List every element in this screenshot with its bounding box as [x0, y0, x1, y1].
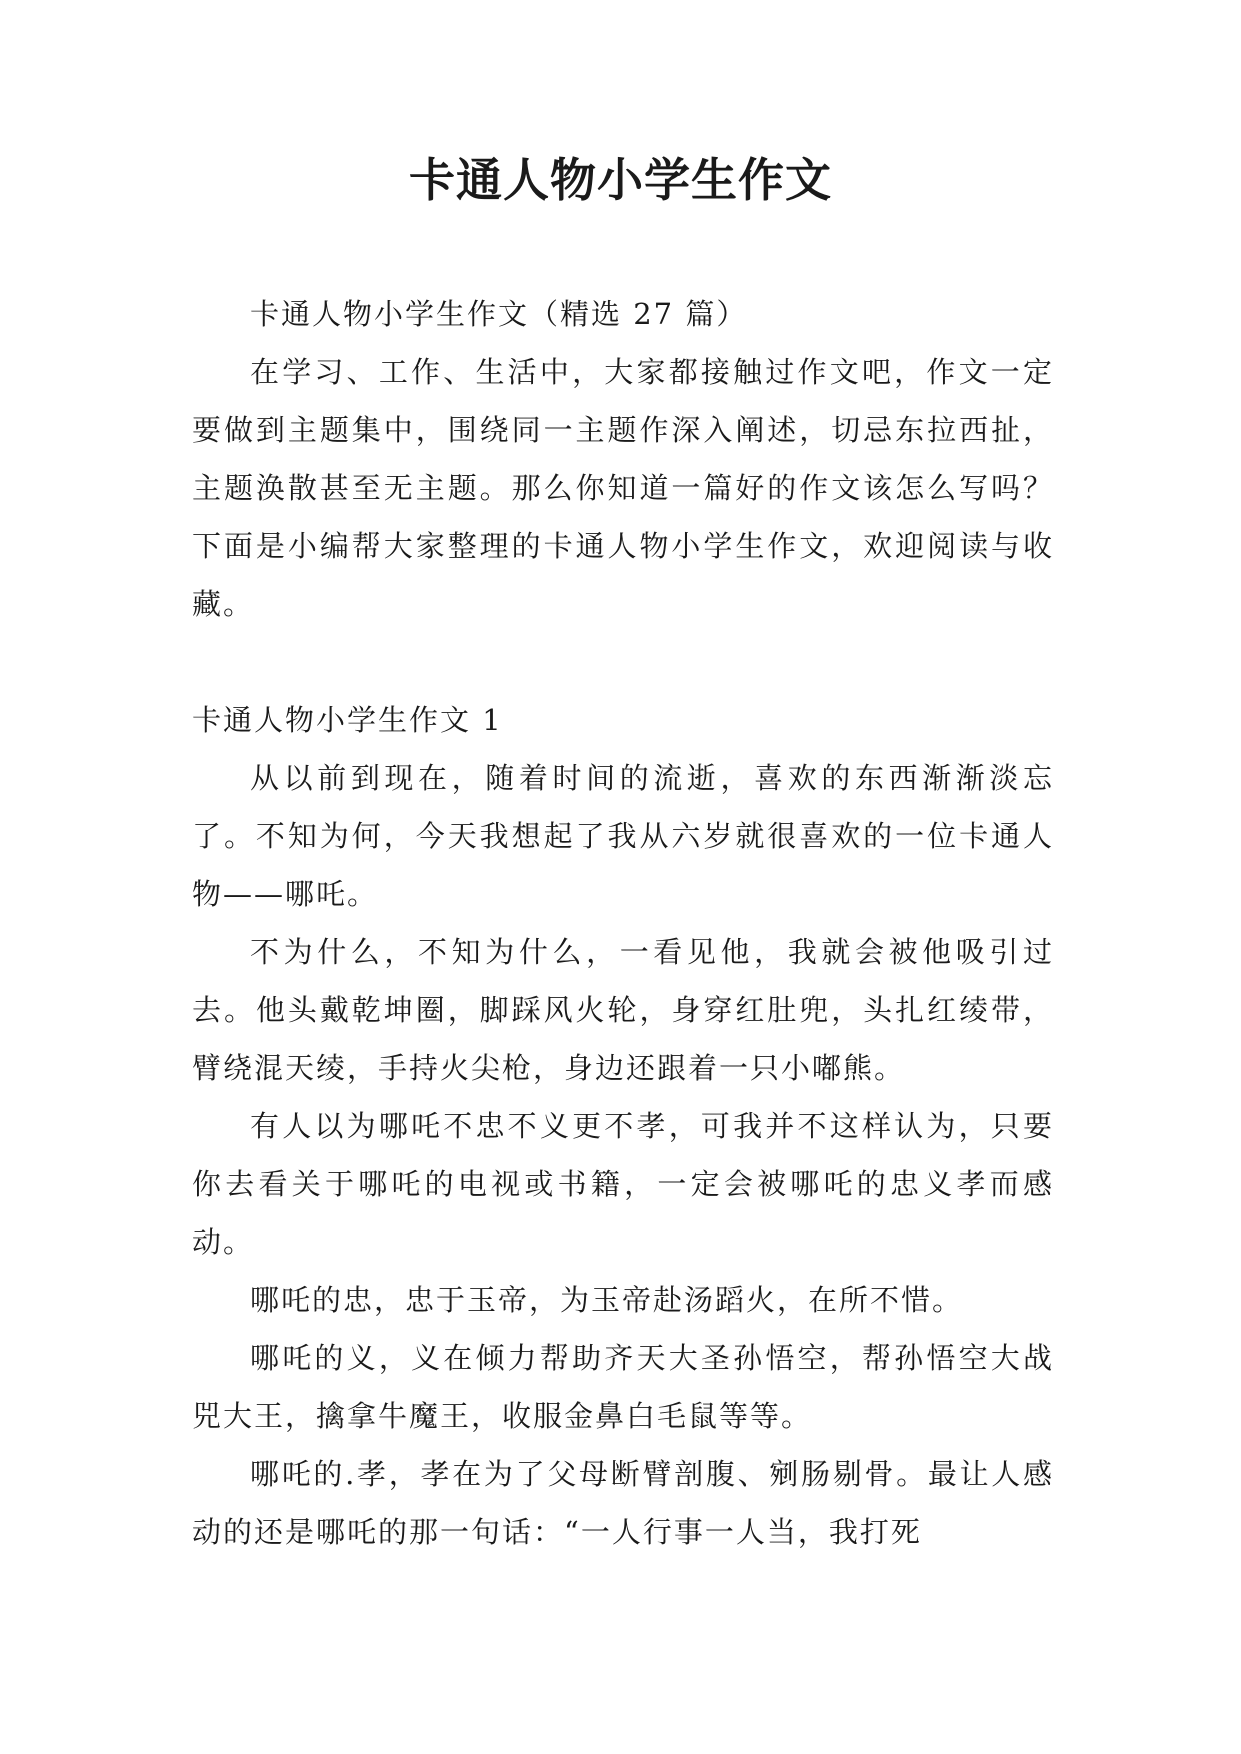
document-title: 卡通人物小学生作文: [409, 153, 832, 207]
section-heading: 卡通人物小学生作文 1: [192, 703, 503, 737]
body-paragraph: 不为什么，不知为什么，一看见他，我就会被他吸引过去。他头戴乾坤圈，脚踩风火轮，身穿红肚兜，头扎红绫带，臂绕混天绫，手持火尖枪，身边还跟着一只小嘟熊。: [192, 935, 1054, 1085]
body-paragraph: 哪吒的义，义在倾力帮助齐天大圣孙悟空，帮孙悟空大战兕大王，擒拿牛魔王，收服金鼻白毛鼠等等。: [192, 1341, 1054, 1433]
body-paragraph: 哪吒的忠，忠于玉帝，为玉帝赴汤蹈火，在所不惜。: [250, 1283, 964, 1317]
body-paragraph: 有人以为哪吒不忠不义更不孝，可我并不这样认为，只要你去看关于哪吒的电视或书籍，一定会被哪吒的忠义孝而感动。: [192, 1109, 1054, 1259]
intro-paragraph: 在学习、工作、生活中，大家都接触过作文吧，作文一定要做到主题集中，围绕同一主题作深入阐述，切忌东拉西扯，主题涣散甚至无主题。那么你知道一篇好的作文该怎么写吗？下面是小编帮大家整理的卡通人物小学生作文，欢迎阅读与收藏。: [192, 355, 1054, 621]
body-paragraph: 从以前到现在，随着时间的流逝，喜欢的东西渐渐淡忘了。不知为何，今天我想起了我从六岁就很喜欢的一位卡通人物——哪吒。: [192, 761, 1054, 911]
body-paragraph: 哪吒的.孝，孝在为了父母断臂剖腹、剜肠剔骨。最让人感动的还是哪吒的那一句话：“一人行事一人当，我打死: [192, 1457, 1054, 1549]
paragraph-spacer: [192, 633, 1054, 691]
document-subtitle: 卡通人物小学生作文（精选 27 篇）: [250, 297, 748, 331]
document-body: [192, 285, 1054, 1561]
